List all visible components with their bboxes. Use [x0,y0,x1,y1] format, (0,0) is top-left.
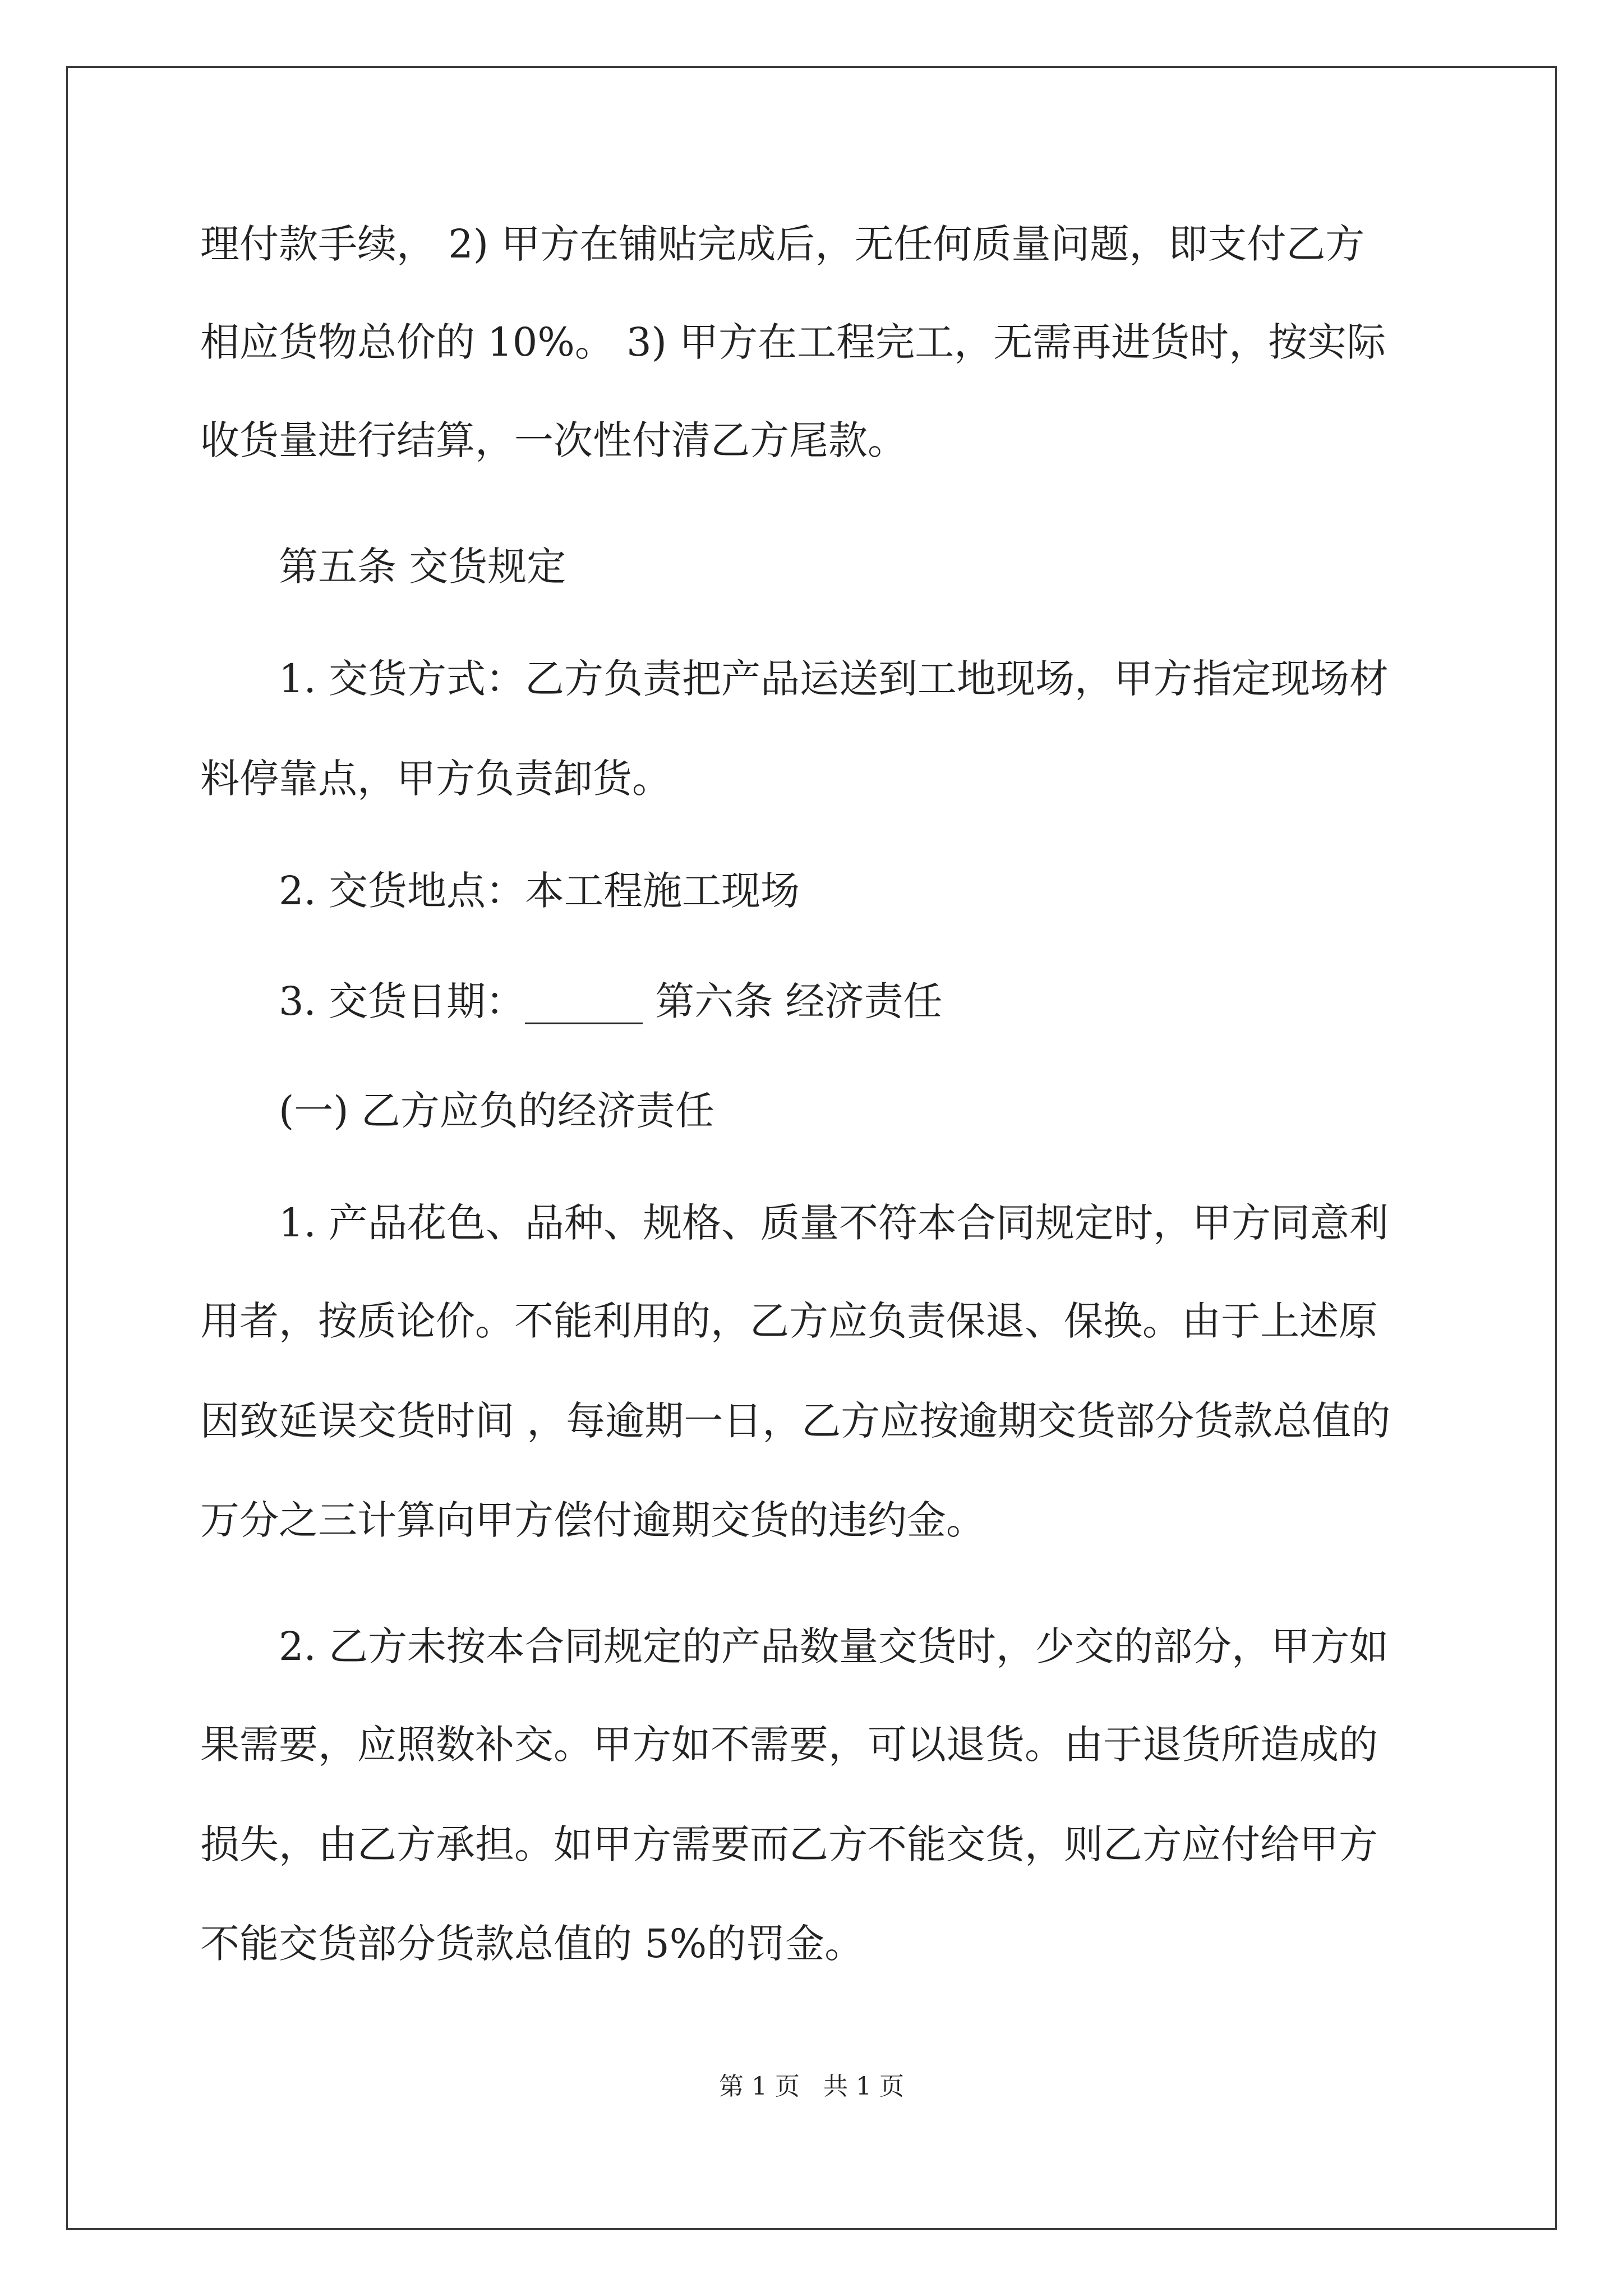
text-line: 用者，按质论价。不能利用的，乙方应负责保退、保换。由于上述原 [200,1298,1378,1344]
text-line: 损失，由乙方承担。如甲方需要而乙方不能交货，则乙方应付给甲方 [200,1821,1378,1867]
page-number: 第 1 页 共 1 页 [719,2072,904,2101]
text-line: 收货量进行结算，一次性付清乙方尾款。 [200,417,907,463]
text-line: 果需要，应照数补交。甲方如不需要，可以退货。由于退货所造成的 [200,1722,1378,1768]
text-line: 2. 交货地点：本工程施工现场 [279,868,800,914]
text-line: 1. 交货方式：乙方负责把产品运送到工地现场，甲方指定现场材 [279,656,1389,702]
text-line: 1. 产品花色、品种、规格、质量不符本合同规定时，甲方同意利 [279,1200,1389,1246]
text-line: 不能交货部分货款总值的 5%的罚金。 [200,1921,864,1967]
text-line: 因致延误交货时间 ，每逾期一日，乙方应按逾期交货部分货款总值的 [200,1398,1391,1444]
text-line: (一) 乙方应负的经济责任 [279,1088,714,1134]
section-heading: 第五条 交货规定 [279,544,566,590]
text-line: 理付款手续， 2) 甲方在铺贴完成后，无任何质量问题，即支付乙方 [200,221,1365,267]
text-line: 料停靠点，甲方负责卸货。 [200,756,671,802]
text-line: 2. 乙方未按本合同规定的产品数量交货时，少交的部分，甲方如 [279,1623,1389,1669]
text-line: 3. 交货日期：______ 第六条 经济责任 [279,978,943,1024]
text-line: 相应货物总价的 10%。 3) 甲方在工程完工，无需再进货时，按实际 [200,319,1386,365]
text-line: 万分之三计算向甲方偿付逾期交货的违约金。 [200,1497,985,1543]
page-border [66,66,1557,2230]
